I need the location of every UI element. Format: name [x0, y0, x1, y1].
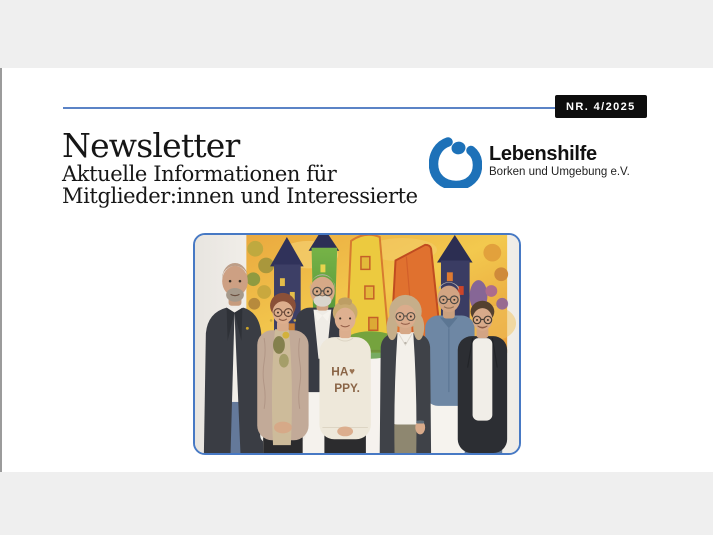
issue-badge-label: NR. 4/2025 — [566, 100, 636, 113]
page-left-edge — [0, 68, 2, 472]
group-photo-illustration — [195, 235, 519, 453]
page — [0, 68, 713, 472]
header-rule — [63, 107, 559, 109]
group-photo — [193, 233, 521, 455]
subtitle-line-1: Aktuelle Informationen für — [62, 162, 337, 186]
lebenshilfe-figure-icon — [429, 135, 482, 188]
page-title: Newsletter — [62, 126, 240, 165]
logo-name: Lebenshilfe — [489, 143, 597, 165]
canvas-bottom-band — [0, 472, 713, 535]
sweater-heart: ♥ — [349, 366, 355, 378]
logo-text — [489, 135, 630, 178]
issue-badge — [555, 95, 647, 118]
sweater-text-ppy: PPY. — [334, 381, 360, 396]
title-block — [62, 126, 418, 208]
page-subtitle — [62, 164, 418, 207]
logo-org: Borken und Umgebung e.V. — [489, 166, 630, 178]
lebenshilfe-logo — [429, 135, 630, 188]
subtitle-line-2: Mitglieder:innen und Interessierte — [62, 183, 418, 208]
sweater-text-ha: HA — [331, 364, 349, 379]
